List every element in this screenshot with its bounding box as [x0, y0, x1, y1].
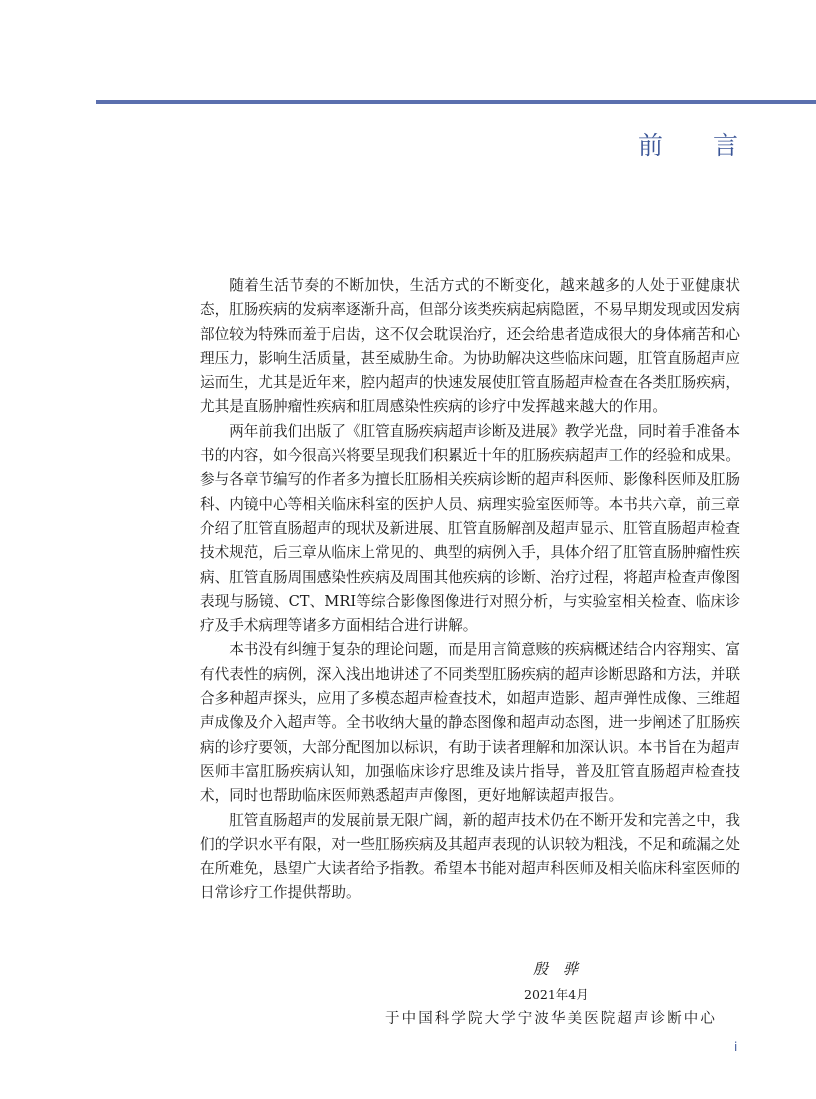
author-name: 殷 骅: [533, 960, 579, 978]
paragraph-4: 肛管直肠超声的发展前景无限广阔，新的超声技术仍在不断开发和完善之中，我们的学识水平有限，对一些肛肠疾病及其超声表现的认识较为粗浅，不足和疏漏之处在所难免，恳望广大读者给予指教。希望本书能对超声科医师及相关临床科室医师的日常诊疗工作提供帮助。: [200, 811, 740, 902]
paragraph-1: 随着生活节奏的不断加快，生活方式的不断变化，越来越多的人处于亚健康状态，肛肠疾病的发病率逐渐升高，但部分该类疾病起病隐匿，不易早期发现或因发病部位较为特殊而羞于启齿，这不仅会耽误治疗，还会给患者造成很大的身体痛苦和心理压力，影响生活质量，甚至威胁生命。为协助解决这些临床问题，肛管直肠超声应运而生，尤其是近年来，腔内超声的快速发展使肛管直肠超声检查在各类肛肠疾病，尤其是直肠肿瘤性疾病和肛周感染性疾病的诊疗中发挥越来越大的作用。: [200, 277, 740, 416]
header-rule: [96, 100, 816, 104]
signature-date: 2021年4月: [524, 987, 589, 1002]
page-number: i: [734, 1040, 738, 1054]
paragraph-3: 本书没有纠缠于复杂的理论问题，而是用言简意赅的疾病概述结合内容翔实、富有代表性的病例，深入浅出地讲述了不同类型肛肠疾病的超声诊断思路和方法，并联合多种超声探头，应用了多模态超声检查技术，如超声造影、超声弹性成像、三维超声成像及介入超声等。全书收纳大量的静态图像和超声动态图，进一步阐述了肛肠疾病的诊疗要领，大部分配图加以标识，有助于读者理解和加深认识。本书旨在为超声医师丰富肛肠疾病认知，加强临床诊疗思维及读片指导，普及肛管直肠超声检查技术，同时也帮助临床医师熟悉超声声像图，更好地解读超声报告。: [200, 641, 740, 805]
preface-body: [200, 274, 740, 906]
page-heading: 前 言: [637, 131, 738, 160]
author-institution: 于中国科学院大学宁波华美医院超声诊断中心: [385, 1011, 717, 1027]
paragraph-2: 两年前我们出版了《肛管直肠疾病超声诊断及进展》教学光盘，同时着手准备本书的内容，如今很高兴将要呈现我们积累近十年的肛肠疾病超声工作的经验和成果。参与各章节编写的作者多为擅长肛肠相关疾病诊断的超声科医师、影像科医师及肛肠科、内镜中心等相关临床科室的医护人员、病理实验室医师等。本书共六章，前三章介绍了肛管直肠超声的现状及新进展、肛管直肠解剖及超声显示、肛管直肠超声检查技术规范，后三章从临床上常见的、典型的病例入手，具体介绍了肛管直肠肿瘤性疾病、肛管直肠周围感染性疾病及周围其他疾病的诊断、治疗过程，将超声检查声像图表现与肠镜、CT、MRI等综合影像图像进行对照分析，与实验室相关检查、临床诊疗及手术病理等诸多方面相结合进行讲解。: [200, 422, 740, 635]
